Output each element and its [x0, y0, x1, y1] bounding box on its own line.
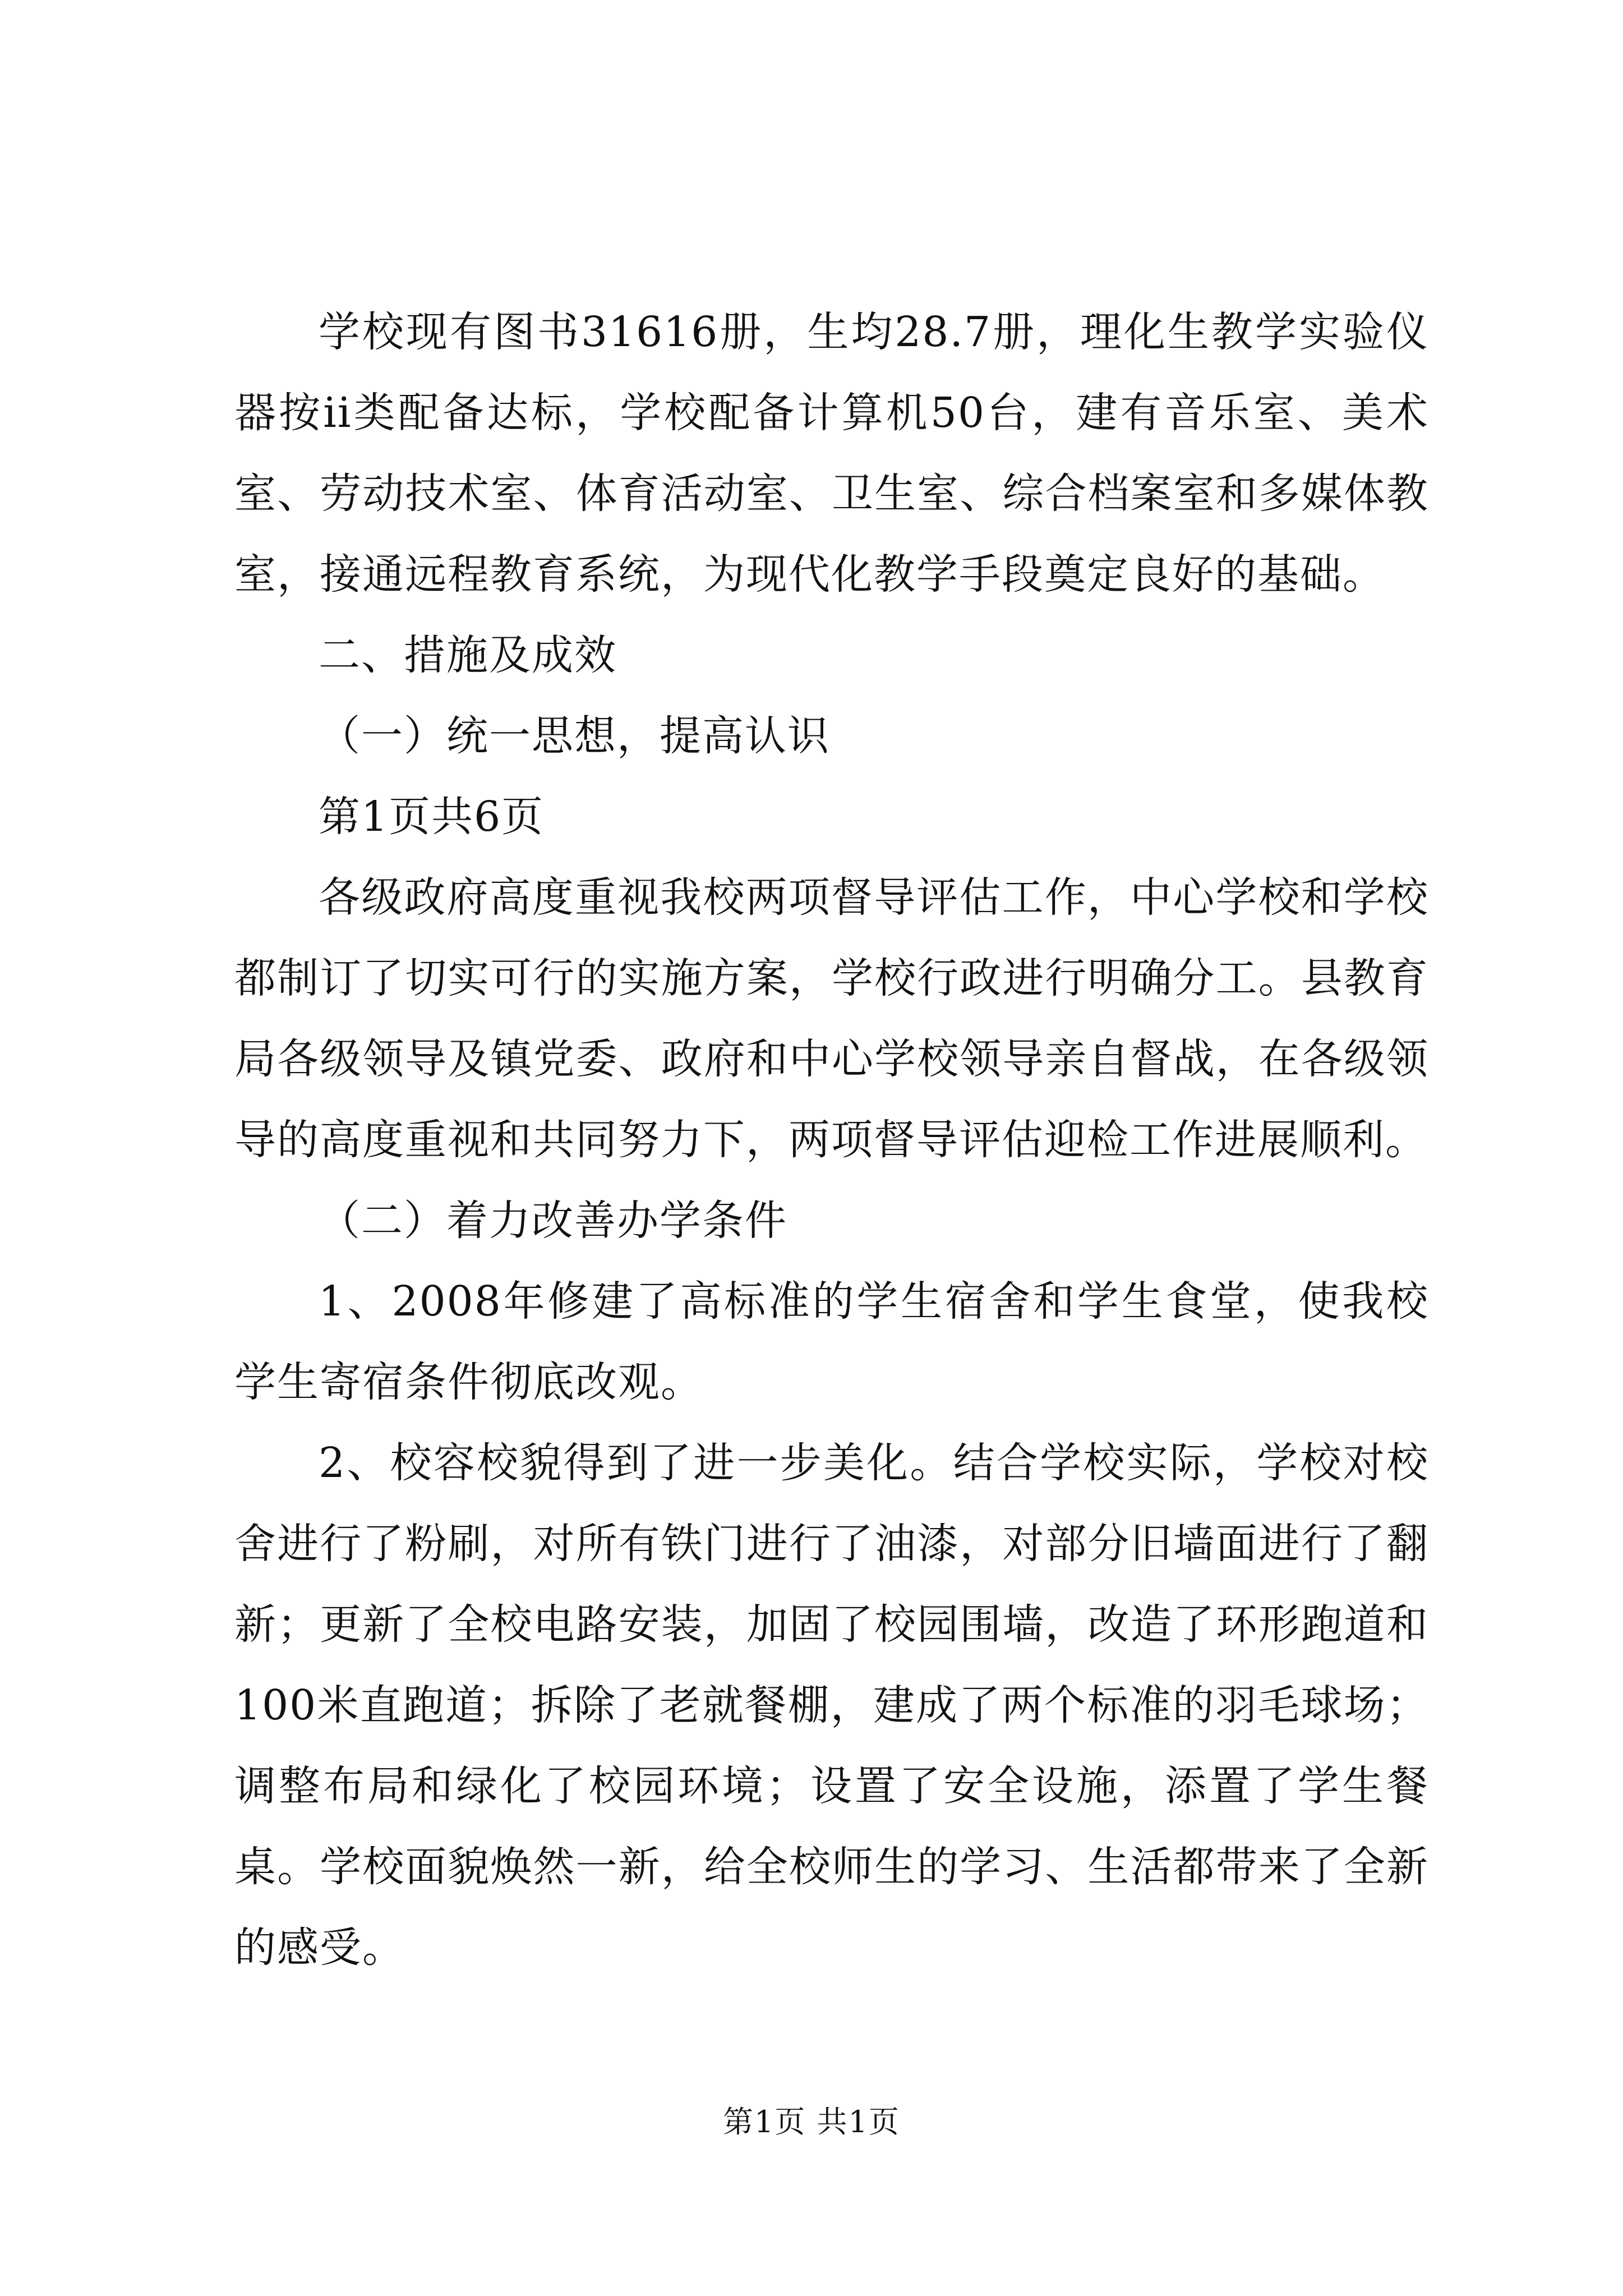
document-body: [234, 292, 1429, 1988]
paragraph-campus-beautification: 2、校容校貌得到了进一步美化。结合学校实际，学校对校舍进行了粉刷，对所有铁门进行了油漆，对部分旧墙面进行了翻新；更新了全校电路安装，加固了校园围墙，改造了环形跑道和100米直跑道；拆除了老就餐棚，建成了两个标准的羽毛球场；调整布局和绿化了校园环境；设置了安全设施，添置了学生餐桌。学校面貌焕然一新，给全校师生的学习、生活都带来了全新的感受。: [234, 1439, 1429, 1972]
subheading-improve-conditions: （二）着力改善办学条件: [319, 1197, 787, 1245]
subheading-unify-thinking: （一）统一思想，提高认识: [319, 712, 830, 760]
page-footer: 第1页 共1页: [723, 2104, 900, 2139]
inline-page-marker: 第1页共6页: [319, 793, 545, 841]
heading-measures: 二、措施及成效: [319, 631, 617, 679]
paragraph-facilities: 学校现有图书31616册，生均28.7册，理化生教学实验仪器按ii类配备达标，学校配备计算机50台，建有音乐室、美术室、劳动技术室、体育活动室、卫生室、综合档案室和多媒体教室，接通远程教育系统，为现代化教学手段奠定良好的基础。: [234, 308, 1429, 599]
paragraph-government-attention: 各级政府高度重视我校两项督导评估工作，中心学校和学校都制订了切实可行的实施方案，学校行政进行明确分工。县教育局各级领导及镇党委、政府和中心学校领导亲自督战，在各级领导的高度重视和共同努力下，两项督导评估迎检工作进展顺利。: [234, 873, 1429, 1164]
paragraph-dormitory: 1、2008年修建了高标准的学生宿舍和学生食堂，使我校学生寄宿条件彻底改观。: [234, 1277, 1429, 1406]
